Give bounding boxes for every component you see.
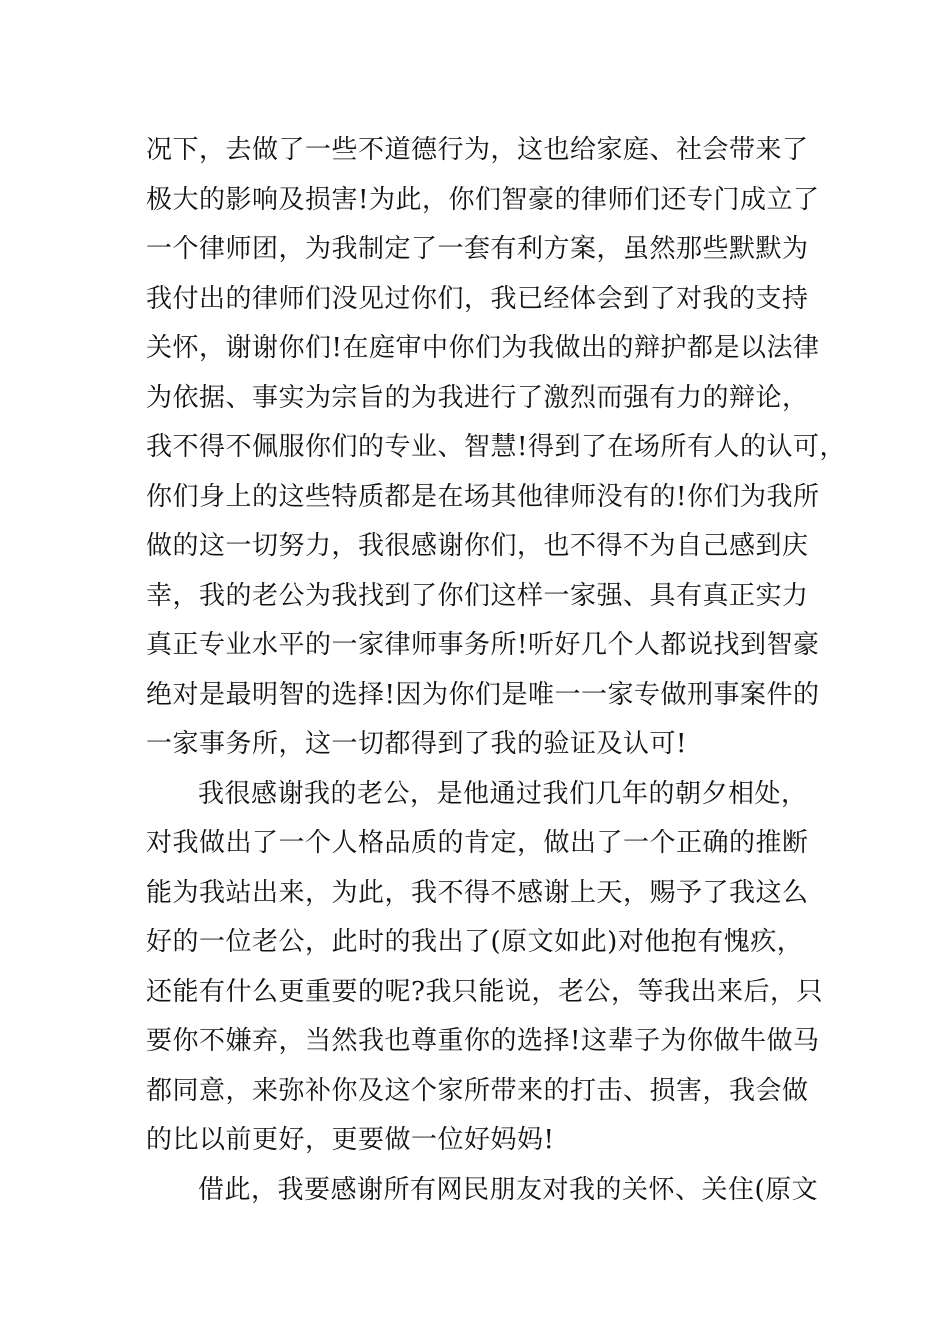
- text-line: 为依据、事实为宗旨的为我进行了激烈而强有力的辩论，: [146, 382, 809, 413]
- text-line: 都同意，来弥补你及这个家所带来的打击、损害，我会做: [146, 1075, 809, 1106]
- text-line: 关怀，谢谢你们!在庭审中你们为我做出的辩护都是以法律: [146, 333, 820, 363]
- text-line: 能为我站出来，为此，我不得不感谢上天，赐予了我这么: [146, 877, 809, 908]
- document-body: [146, 126, 846, 1215]
- text-line: 对我做出了一个人格品质的肯定，做出了一个正确的推断: [146, 828, 809, 858]
- text-line: 我不得不佩服你们的专业、智慧!得到了在场所有人的认可，: [146, 432, 846, 462]
- text-line: 做的这一切努力，我很感谢你们，也不得不为自己感到庆: [146, 531, 809, 561]
- text-line: 我付出的律师们没见过你们，我已经体会到了对我的支持: [146, 283, 809, 314]
- text-line: 你们身上的这些特质都是在场其他律师没有的!你们为我所: [146, 481, 820, 512]
- text-line: 况下，去做了一些不道德行为，这也给家庭、社会带来了: [146, 135, 809, 165]
- text-line: 还能有什么更重要的呢?我只能说，老公，等我出来后，只: [146, 976, 823, 1007]
- text-line: 一个律师团，为我制定了一套有利方案，虽然那些默默为: [146, 234, 809, 264]
- text-line: 的比以前更好，更要做一位好妈妈!: [146, 1125, 555, 1155]
- text-line: 真正专业水平的一家律师事务所!听好几个人都说找到智豪: [146, 630, 820, 660]
- text-line: 一家事务所，这一切都得到了我的验证及认可!: [146, 729, 687, 759]
- text-line: 绝对是最明智的选择!因为你们是唯一一家专做刑事案件的: [146, 679, 820, 710]
- text-line: 好的一位老公，此时的我出了(原文如此)对他抱有愧疚，: [146, 927, 804, 957]
- paragraph-first-line: 借此，我要感谢所有网民朋友对我的关怀、关住(原文: [198, 1174, 819, 1205]
- text-line: 要你不嫌弃，当然我也尊重你的选择!这辈子为你做牛做马: [146, 1026, 820, 1056]
- text-line: 幸，我的老公为我找到了你们这样一家强、具有真正实力: [146, 580, 809, 611]
- text-line: 极大的影响及损害!为此，你们智豪的律师们还专门成立了: [146, 184, 820, 215]
- paragraph-first-line: 我很感谢我的老公，是他通过我们几年的朝夕相处，: [198, 778, 808, 809]
